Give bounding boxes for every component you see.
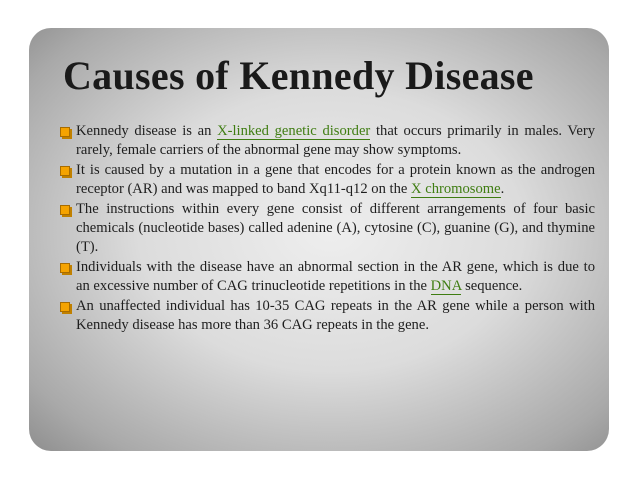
bullet-item-4: [59, 258, 595, 296]
bullet-list: [59, 122, 595, 336]
square-bullet-icon: [60, 205, 70, 215]
square-bullet-icon: [60, 166, 70, 176]
square-bullet-icon: [60, 127, 70, 137]
bullet-text: .: [500, 181, 505, 197]
bullet-item-3: [59, 200, 595, 257]
highlight-link[interactable]: X-linked genetic disorder: [217, 123, 371, 139]
bullet-text: Individuals with the disease have an abnormal section in the AR gene, which is due to an excessive number of CAG trinucleotide repetitions in the: [76, 259, 595, 294]
bullet-text: Kennedy disease is an: [76, 123, 218, 139]
content-panel: [29, 28, 609, 451]
bullet-text: It is caused by a mutation in a gene that encodes for a protein known as the androgen receptor (AR) and was mapped to band Xq11-q12 on the: [76, 162, 595, 197]
bullet-text: The instructions within every gene consist of different arrangements of four basic chemicals (nucleotide bases) called adenine (A), cytosine (C), guanine (G), and thymine (T).: [76, 201, 595, 255]
bullet-text: An unaffected individual has 10-35 CAG repeats in the AR gene while a person with Kennedy disease has more than 36 CAG repeats in the gene.: [76, 298, 595, 333]
highlight-link[interactable]: X chromosome: [411, 181, 501, 197]
highlight-link[interactable]: DNA: [430, 278, 462, 294]
slide-title: Causes of Kennedy Disease: [63, 53, 534, 98]
square-bullet-icon: [60, 263, 70, 273]
bullet-text: sequence.: [461, 278, 523, 294]
square-bullet-icon: [60, 302, 70, 312]
bullet-item-5: [59, 297, 595, 335]
bullet-text: that occurs primarily in males. Very rarely, female carriers of the abnormal gene may show symptoms.: [76, 123, 595, 158]
bullet-item-1: [59, 122, 595, 160]
bullet-item-2: [59, 161, 595, 199]
